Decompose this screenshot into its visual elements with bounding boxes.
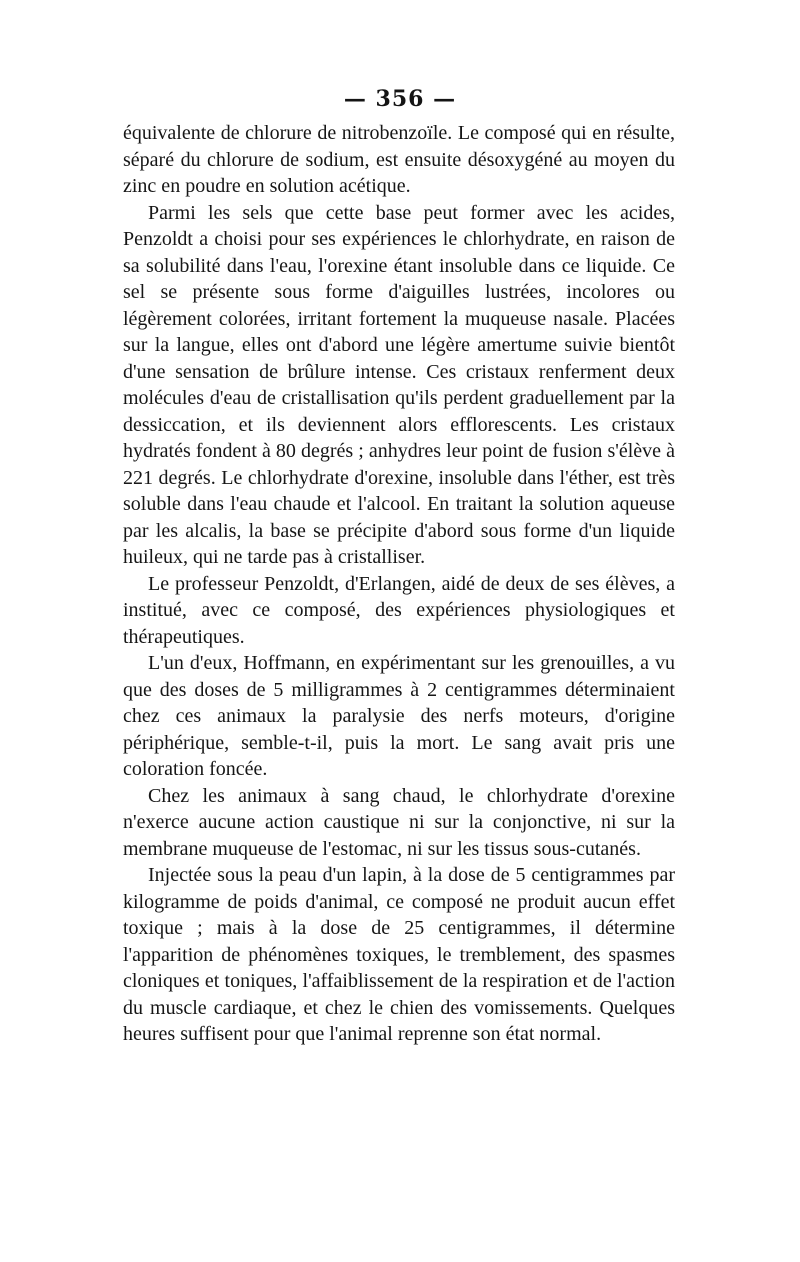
page-number: — 356 — (343, 86, 457, 112)
paragraph: L'un d'eux, Hoffmann, en expérimentant sur les grenouilles, a vu que des doses de 5 milligrammes à 2 centigrammes déterminaient chez ces animaux la paralysie des nerfs moteurs, d'origine périphérique, semble-t-il, puis la mort. Le sang avait pris une coloration foncée. (123, 652, 675, 780)
paragraph: Injectée sous la peau d'un lapin, à la dose de 5 centigrammes par kilogramme de poids d'animal, ce composé ne produit aucun effet toxique ; mais à la dose de 25 centigrammes, il détermine l'apparition de phénomènes toxiques, le tremblement, des spasmes cloniques et toniques, l'affaiblissement de la respiration et de l'action du muscle cardiaque, et chez le chien des vomissements. Quelques heures suffisent pour que l'animal reprenne son état normal. (123, 864, 675, 1045)
paragraph: Le professeur Penzoldt, d'Erlangen, aidé de deux de ses élèves, a institué, avec ce composé, des expériences physiologiques et thérapeutiques. (123, 572, 675, 648)
paragraph: Parmi les sels que cette base peut former avec les acides, Penzoldt a choisi pour ses expériences le chlorhydrate, en raison de sa solubilité dans l'eau, l'orexine étant insoluble dans ce liquide. Ce sel se présente sous forme d'aiguilles lustrées, incolores ou légèrement colorées, irritant fortement la muqueuse nasale. Placées sur la langue, elles ont d'abord une légère amertume suivie bientôt d'une sensation de brûlure intense. Ces cristaux renferment deux molécules d'eau de cristallisation qu'ils perdent graduellement par la dessiccation, et ils deviennent alors efflorescents. Les cristaux hydratés fondent à 80 degrés ; anhydres leur point de fusion s'élève à 221 degrés. Le chlorhydrate d'orexine, insoluble dans l'éther, est très soluble dans l'eau chaude et l'alcool. En traitant la solution aqueuse par les alcalis, la base se précipite d'abord sous forme d'un liquide huileux, qui ne tarde pas à cristalliser. (123, 201, 675, 568)
paragraph: Chez les animaux à sang chaud, le chlorhydrate d'orexine n'exerce aucune action caustique ni sur la conjonctive, ni sur la membrane muqueuse de l'estomac, ni sur les tissus sous-cutanés. (123, 784, 675, 860)
body-text (123, 120, 675, 1048)
paragraph: équivalente de chlorure de nitrobenzoïle. Le composé qui en résulte, séparé du chlorure de sodium, est ensuite désoxygéné au moyen du zinc en poudre en solution acétique. (123, 122, 675, 197)
